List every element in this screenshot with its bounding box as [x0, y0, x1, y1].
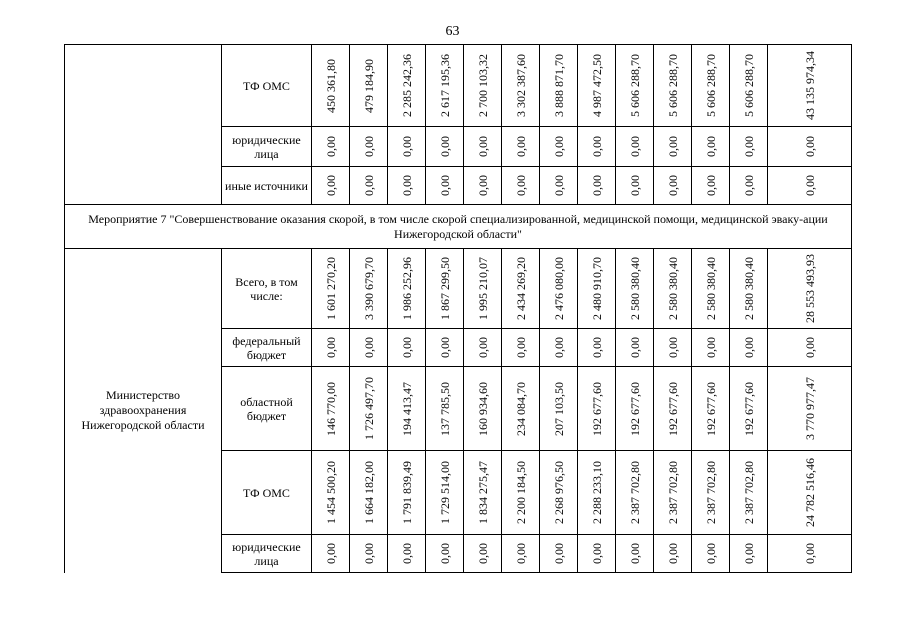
year-value-cell	[540, 451, 578, 535]
total-value-cell	[768, 45, 852, 127]
year-value-cell	[654, 249, 692, 329]
total-value-cell	[768, 367, 852, 451]
year-value: 0,00	[703, 175, 718, 196]
year-value-cell	[616, 367, 654, 451]
year-value-cell	[426, 127, 464, 167]
year-value-cell	[388, 249, 426, 329]
year-value-cell	[654, 167, 692, 205]
year-value-cell	[578, 451, 616, 535]
year-value: 0,00	[551, 543, 566, 564]
table-row	[65, 45, 852, 127]
year-value-cell	[502, 45, 540, 127]
year-value: 0,00	[513, 337, 528, 358]
year-value-cell	[730, 127, 768, 167]
year-value: 0,00	[399, 543, 414, 564]
total-value: 28 553 493,93	[802, 254, 817, 323]
year-value: 2 580 380,40	[665, 257, 680, 320]
year-value-cell	[502, 127, 540, 167]
year-value-cell	[426, 45, 464, 127]
funding-source-label: иные источники	[222, 167, 312, 205]
year-value: 3 888 871,70	[551, 54, 566, 117]
year-value-cell	[312, 367, 350, 451]
year-value-cell	[616, 535, 654, 573]
year-value: 0,00	[361, 337, 376, 358]
year-value-cell	[388, 329, 426, 367]
year-value: 479 184,90	[361, 58, 376, 113]
year-value: 0,00	[361, 543, 376, 564]
year-value: 1 729 514,00	[437, 461, 452, 524]
year-value-cell	[388, 367, 426, 451]
year-value-cell	[502, 167, 540, 205]
year-value: 2 580 380,40	[627, 257, 642, 320]
year-value-cell	[578, 367, 616, 451]
year-value-cell	[502, 367, 540, 451]
year-value-cell	[540, 127, 578, 167]
year-value: 0,00	[741, 543, 756, 564]
year-value: 1 986 252,96	[399, 257, 414, 320]
year-value: 192 677,60	[589, 381, 604, 436]
year-value-cell	[578, 329, 616, 367]
year-value-cell	[464, 45, 502, 127]
year-value: 0,00	[589, 175, 604, 196]
year-value: 0,00	[437, 175, 452, 196]
year-value-cell	[502, 451, 540, 535]
year-value-cell	[692, 249, 730, 329]
year-value-cell	[388, 45, 426, 127]
year-value-cell	[578, 45, 616, 127]
year-value: 0,00	[475, 136, 490, 157]
year-value-cell	[388, 167, 426, 205]
year-value: 0,00	[703, 337, 718, 358]
year-value-cell	[578, 535, 616, 573]
year-value: 234 084,70	[513, 381, 528, 436]
year-value: 0,00	[703, 136, 718, 157]
year-value-cell	[692, 167, 730, 205]
year-value-cell	[654, 127, 692, 167]
year-value: 1 867 299,50	[437, 257, 452, 320]
year-value: 2 580 380,40	[741, 257, 756, 320]
year-value-cell	[312, 329, 350, 367]
year-value: 4 987 472,50	[589, 54, 604, 117]
year-value: 1 726 497,70	[361, 377, 376, 440]
funding-source-label: ТФ ОМС	[222, 45, 312, 127]
funding-source-label: областной бюджет	[222, 367, 312, 451]
year-value-cell	[350, 451, 388, 535]
year-value: 0,00	[323, 136, 338, 157]
year-value: 0,00	[665, 543, 680, 564]
year-value: 0,00	[589, 337, 604, 358]
year-value-cell	[350, 535, 388, 573]
total-value-cell	[768, 535, 852, 573]
year-value-cell	[350, 367, 388, 451]
year-value: 2 288 233,10	[589, 461, 604, 524]
year-value: 192 677,60	[627, 381, 642, 436]
year-value: 2 387 702,80	[741, 461, 756, 524]
year-value: 0,00	[551, 175, 566, 196]
funding-source-label: федеральный бюджет	[222, 329, 312, 367]
year-value: 0,00	[323, 543, 338, 564]
year-value: 0,00	[589, 543, 604, 564]
year-value: 1 664 182,00	[361, 461, 376, 524]
year-value: 0,00	[665, 337, 680, 358]
year-value: 5 606 288,70	[741, 54, 756, 117]
total-value-cell	[768, 127, 852, 167]
year-value: 2 387 702,80	[703, 461, 718, 524]
year-value: 192 677,60	[741, 381, 756, 436]
total-value: 0,00	[802, 543, 817, 564]
year-value: 0,00	[627, 337, 642, 358]
year-value: 3 390 679,70	[361, 257, 376, 320]
year-value: 2 387 702,80	[627, 461, 642, 524]
year-value-cell	[388, 535, 426, 573]
year-value: 207 103,50	[551, 381, 566, 436]
year-value-cell	[312, 535, 350, 573]
year-value-cell	[730, 167, 768, 205]
year-value: 0,00	[513, 175, 528, 196]
year-value-cell	[426, 329, 464, 367]
year-value: 0,00	[437, 337, 452, 358]
year-value: 2 480 910,70	[589, 257, 604, 320]
year-value-cell	[350, 329, 388, 367]
table-row	[65, 249, 852, 329]
year-value: 0,00	[741, 337, 756, 358]
year-value-cell	[616, 329, 654, 367]
year-value: 1 454 500,20	[323, 461, 338, 524]
year-value: 0,00	[551, 337, 566, 358]
event-row	[65, 205, 852, 249]
year-value-cell	[464, 127, 502, 167]
year-value-cell	[692, 127, 730, 167]
year-value: 1 995 210,07	[475, 257, 490, 320]
year-value: 2 617 195,36	[437, 54, 452, 117]
year-value-cell	[692, 535, 730, 573]
year-value: 2 200 184,50	[513, 461, 528, 524]
year-value: 0,00	[703, 543, 718, 564]
year-value: 2 434 269,20	[513, 257, 528, 320]
year-value: 0,00	[361, 175, 376, 196]
year-value-cell	[426, 451, 464, 535]
year-value: 0,00	[361, 136, 376, 157]
year-value-cell	[540, 367, 578, 451]
year-value: 2 700 103,32	[475, 54, 490, 117]
year-value-cell	[350, 167, 388, 205]
year-value: 2 268 976,50	[551, 461, 566, 524]
year-value-cell	[350, 249, 388, 329]
year-value: 0,00	[741, 136, 756, 157]
year-value-cell	[540, 45, 578, 127]
year-value-cell	[350, 45, 388, 127]
year-value-cell	[464, 535, 502, 573]
year-value-cell	[464, 249, 502, 329]
year-value: 0,00	[513, 543, 528, 564]
year-value-cell	[730, 329, 768, 367]
year-value: 2 476 080,00	[551, 257, 566, 320]
year-value-cell	[616, 127, 654, 167]
year-value: 0,00	[551, 136, 566, 157]
year-value: 5 606 288,70	[703, 54, 718, 117]
year-value-cell	[388, 451, 426, 535]
year-value: 0,00	[437, 543, 452, 564]
year-value-cell	[502, 249, 540, 329]
year-value-cell	[730, 451, 768, 535]
year-value-cell	[350, 127, 388, 167]
year-value: 450 361,80	[323, 58, 338, 113]
total-value: 0,00	[802, 136, 817, 157]
year-value-cell	[388, 127, 426, 167]
year-value: 0,00	[513, 136, 528, 157]
year-value-cell	[692, 45, 730, 127]
year-value: 0,00	[399, 175, 414, 196]
year-value: 0,00	[323, 337, 338, 358]
year-value-cell	[464, 329, 502, 367]
year-value-cell	[578, 249, 616, 329]
funding-source-label: Всего, в том числе:	[222, 249, 312, 329]
total-value: 3 770 977,47	[802, 377, 817, 440]
year-value-cell	[730, 535, 768, 573]
year-value-cell	[464, 451, 502, 535]
year-value-cell	[312, 127, 350, 167]
year-value: 0,00	[323, 175, 338, 196]
year-value: 2 285 242,36	[399, 54, 414, 117]
year-value-cell	[616, 249, 654, 329]
year-value-cell	[502, 329, 540, 367]
year-value-cell	[730, 367, 768, 451]
year-value-cell	[692, 451, 730, 535]
year-value-cell	[616, 451, 654, 535]
total-value-cell	[768, 249, 852, 329]
year-value: 194 413,47	[399, 381, 414, 436]
year-value-cell	[654, 367, 692, 451]
year-value: 0,00	[589, 136, 604, 157]
year-value-cell	[464, 367, 502, 451]
total-value: 0,00	[802, 337, 817, 358]
year-value: 2 387 702,80	[665, 461, 680, 524]
year-value: 160 934,60	[475, 381, 490, 436]
year-value-cell	[730, 45, 768, 127]
total-value: 0,00	[802, 175, 817, 196]
year-value: 0,00	[741, 175, 756, 196]
year-value-cell	[616, 45, 654, 127]
year-value: 192 677,60	[665, 381, 680, 436]
year-value: 192 677,60	[703, 381, 718, 436]
year-value-cell	[426, 367, 464, 451]
year-value-cell	[426, 167, 464, 205]
year-value-cell	[312, 451, 350, 535]
total-value-cell	[768, 329, 852, 367]
year-value: 1 791 839,49	[399, 461, 414, 524]
year-value: 146 770,00	[323, 381, 338, 436]
year-value-cell	[578, 167, 616, 205]
year-value-cell	[730, 249, 768, 329]
funding-source-label: ТФ ОМС	[222, 451, 312, 535]
year-value: 0,00	[627, 136, 642, 157]
event-title: Мероприятие 7 "Совершенствование оказания скорой, в том числе скорой специализированной, медицинской помощи, медицинской эваку-ации Нижегородской области"	[65, 205, 852, 249]
year-value-cell	[692, 329, 730, 367]
year-value: 1 601 270,20	[323, 257, 338, 320]
year-value: 3 302 387,60	[513, 54, 528, 117]
total-value: 24 782 516,46	[802, 458, 817, 527]
year-value: 0,00	[399, 337, 414, 358]
year-value-cell	[578, 127, 616, 167]
year-value-cell	[540, 535, 578, 573]
year-value-cell	[502, 535, 540, 573]
total-value-cell	[768, 167, 852, 205]
year-value: 5 606 288,70	[627, 54, 642, 117]
year-value: 0,00	[399, 136, 414, 157]
total-value-cell	[768, 451, 852, 535]
year-value: 0,00	[475, 337, 490, 358]
year-value-cell	[426, 249, 464, 329]
year-value: 0,00	[665, 175, 680, 196]
year-value-cell	[312, 167, 350, 205]
year-value-cell	[464, 167, 502, 205]
year-value-cell	[540, 249, 578, 329]
year-value-cell	[312, 249, 350, 329]
year-value: 5 606 288,70	[665, 54, 680, 117]
year-value-cell	[540, 167, 578, 205]
year-value-cell	[540, 329, 578, 367]
funding-source-label: юридические лица	[222, 535, 312, 573]
executor-cell: Министерство здравоохранения Нижегородской области	[65, 249, 222, 573]
year-value: 2 580 380,40	[703, 257, 718, 320]
funding-table	[64, 44, 852, 573]
page-number: 63	[445, 24, 460, 39]
funding-source-label: юридические лица	[222, 127, 312, 167]
year-value-cell	[654, 451, 692, 535]
year-value-cell	[654, 329, 692, 367]
year-value: 0,00	[627, 543, 642, 564]
year-value-cell	[654, 45, 692, 127]
year-value-cell	[692, 367, 730, 451]
year-value: 0,00	[475, 543, 490, 564]
year-value-cell	[426, 535, 464, 573]
year-value: 0,00	[437, 136, 452, 157]
year-value: 1 834 275,47	[475, 461, 490, 524]
year-value: 0,00	[665, 136, 680, 157]
year-value: 137 785,50	[437, 381, 452, 436]
year-value: 0,00	[475, 175, 490, 196]
year-value-cell	[616, 167, 654, 205]
year-value-cell	[312, 45, 350, 127]
year-value-cell	[654, 535, 692, 573]
executor-cell	[65, 45, 222, 205]
year-value: 0,00	[627, 175, 642, 196]
total-value: 43 135 974,34	[802, 51, 817, 120]
